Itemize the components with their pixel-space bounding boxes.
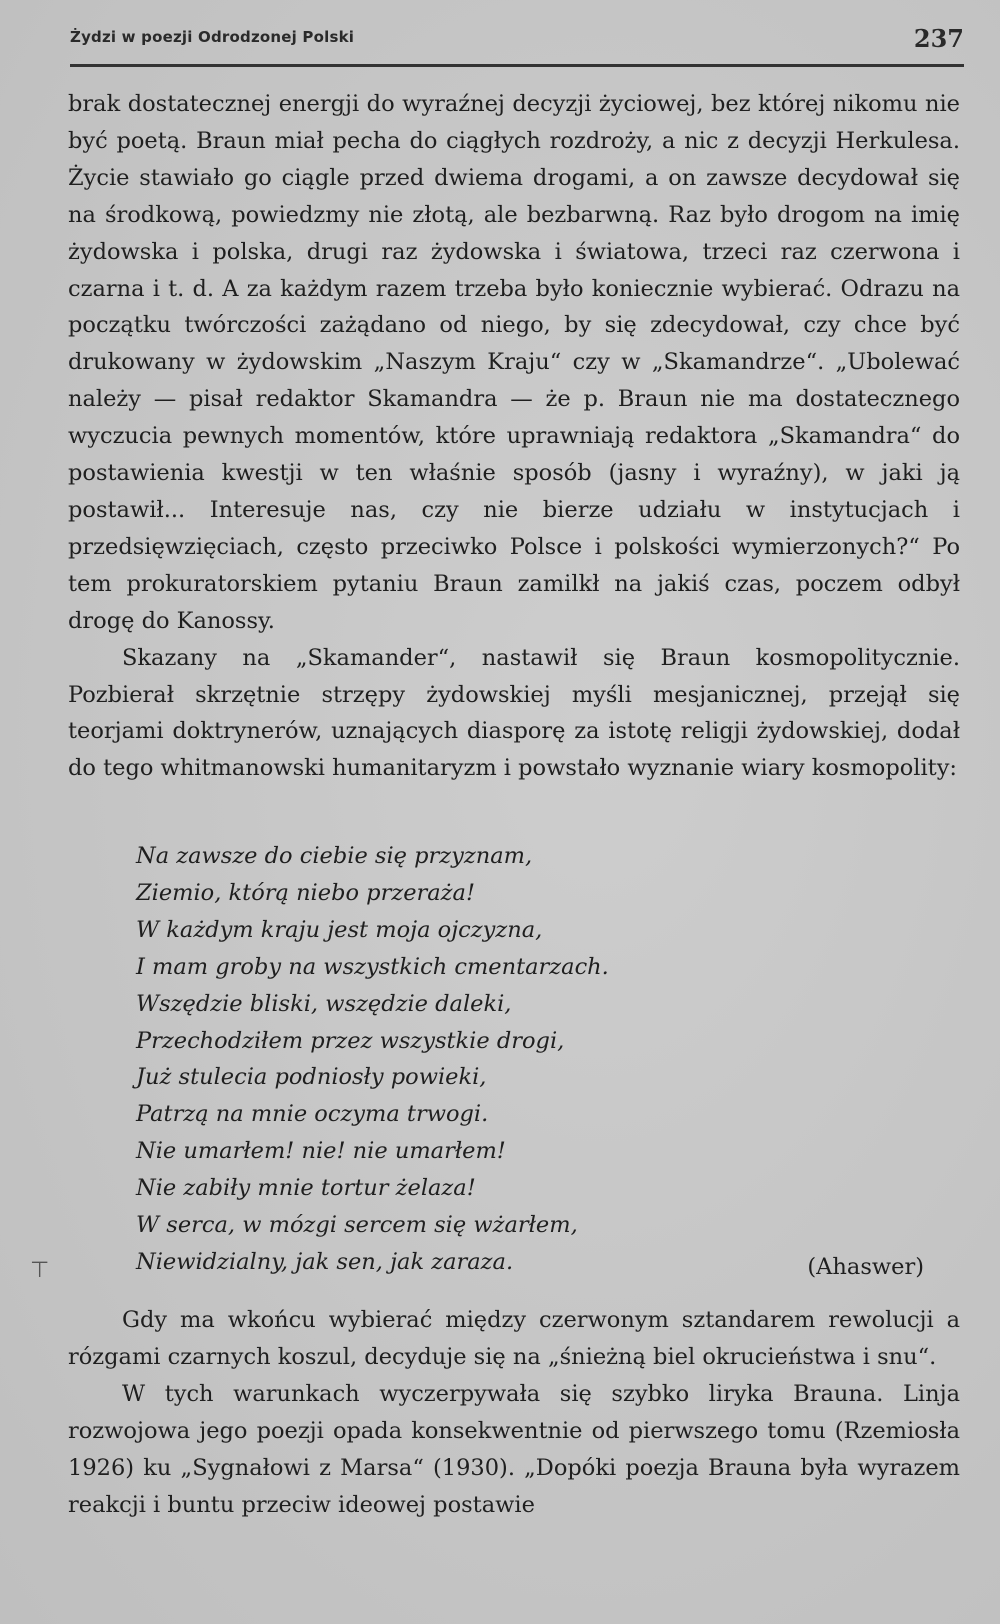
- paragraph-4: W tych warunkach wyczerpywała się szybko liryka Brauna. Linja rozwojowa jego poezji opada konsekwentnie od pierwszego tomu (Rzemiosła 1926) ku „Sygnałowi z Marsa“ (1930). „Dopóki poezja Brauna była wyrazem reakcji i buntu przeciw ideowej postawie: [68, 1380, 960, 1518]
- page-number: 237: [913, 24, 964, 53]
- poem-line: Nie umarłem! nie! nie umarłem!: [136, 1138, 506, 1165]
- poem-line: Niewidzialny, jak sen, jak zaraza.: [136, 1248, 514, 1275]
- poem-line: Przechodziłem przez wszystkie drogi,: [136, 1027, 565, 1054]
- margin-mark: ⊤: [30, 1258, 50, 1283]
- header-rule: [70, 64, 964, 67]
- poem-line: Nie zabiły mnie tortur żelaza!: [136, 1175, 476, 1202]
- poem: [136, 838, 736, 1281]
- poem-line: Ziemio, którą niebo przeraża!: [136, 879, 475, 906]
- running-title: Żydzi w poezji Odrodzonej Polski: [70, 28, 355, 46]
- poem-line: Wszędzie bliski, wszędzie daleki,: [136, 990, 512, 1017]
- body-text-lower: [68, 1302, 960, 1523]
- poem-line: I mam groby na wszystkich cmentarzach.: [136, 953, 609, 980]
- poem-attribution: (Ahaswer): [807, 1254, 924, 1280]
- poem-line: Już stulecia podniosły powieki,: [136, 1064, 487, 1091]
- paragraph-3: Gdy ma wkońcu wybierać między czerwonym sztandarem rewolucji a rózgami czarnych koszul, decyduje się na „śnieżną biel okrucieństwa i snu“.: [68, 1307, 960, 1370]
- paragraph-1: brak dostatecznej energji do wyraźnej decyzji życiowej, bez której nikomu nie być poetą. Braun miał pecha do ciągłych rozdroży, a nic z decyzji Herkulesa. Życie stawiało go ciągle przed dwiema drogami, a on zawsze decydował się na środkową, powiedzmy nie złotą, ale bezbarwną. Raz było drogom na imię żydowska i polska, drugi raz żydowska i światowa, trzeci raz czerwona i czarna i t. d. A za każdym razem trzeba było koniecznie wybierać. Odrazu na początku twórczości zażądano od niego, by się zdecydował, czy chce być drukowany w żydowskim „Naszym Kraju“ czy w „Skamandrze“. „Ubolewać należy — pisał redaktor Skamandra — że p. Braun nie ma dostatecznego wyczucia pewnych momentów, które uprawniają redaktora „Skamandra“ do postawienia kwestji w ten właśnie sposób (jasny i wyraźny), w jaki ją postawił... Interesuje nas, czy nie bierze udziału w instytucjach i przedsięwzięciach, często przeciwko Polsce i polskości wymierzonych?“ Po tem prokuratorskiem pytaniu Braun zamilkł na jakiś czas, poczem odbył drogę do Kanossy.: [68, 91, 960, 634]
- poem-line: W każdym kraju jest moja ojczyzna,: [136, 916, 543, 943]
- poem-line: W serca, w mózgi sercem się wżarłem,: [136, 1212, 578, 1239]
- running-head: [70, 22, 964, 62]
- poem-line: Patrzą na mnie oczyma trwogi.: [136, 1101, 489, 1128]
- poem-line: Na zawsze do ciebie się przyznam,: [136, 843, 533, 869]
- paragraph-2: Skazany na „Skamander“, nastawił się Braun kosmopolitycznie. Pozbierał skrzętnie strzępy żydowskiej myśli mesjanicznej, przejął się teorjami doktrynerów, uznających diasporę za istotę religji żydowskiej, dodał do tego whitmanowski humanitaryzm i powstało wyznanie wiary kosmopolity:: [68, 644, 960, 782]
- body-text-upper: [68, 86, 960, 787]
